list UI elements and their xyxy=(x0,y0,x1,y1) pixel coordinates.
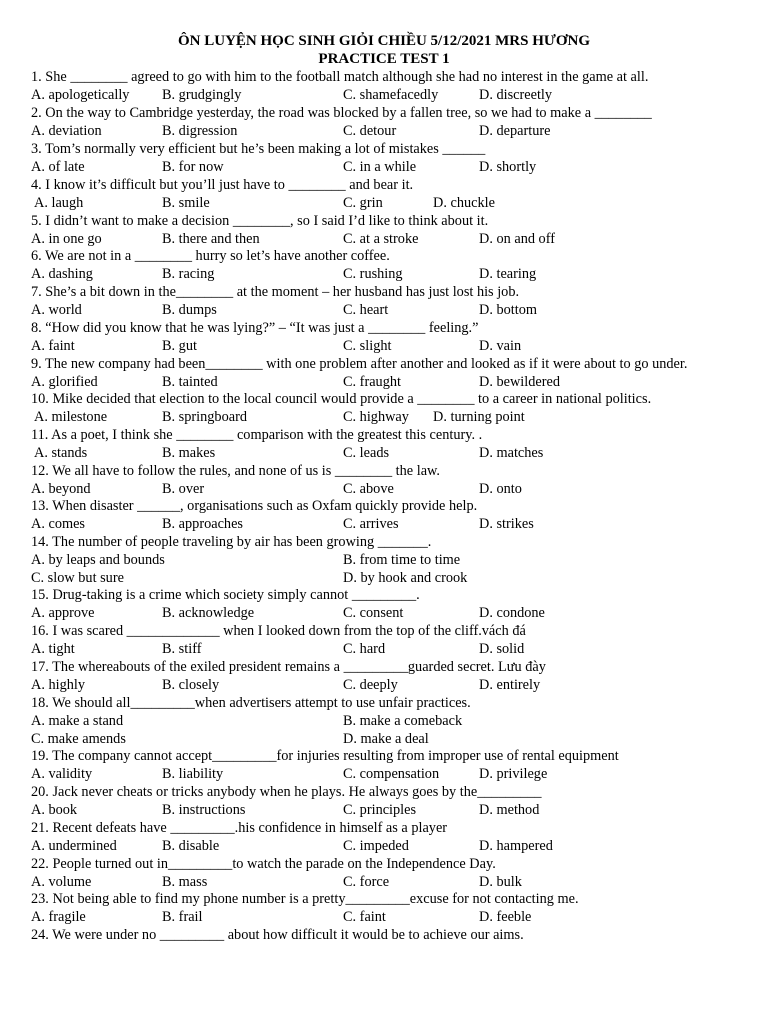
answer-option: C. slow but sure xyxy=(31,570,124,586)
answer-option: A. validity xyxy=(31,766,93,782)
answer-option: B. gut xyxy=(162,338,197,354)
answer-option: B. liability xyxy=(162,766,224,782)
question-stem: 22. People turned out in_________to watch the parade on the Independence Day. xyxy=(31,856,496,872)
answer-option: C. detour xyxy=(343,123,397,139)
question-stem: 14. The number of people traveling by air has been growing _______. xyxy=(31,534,432,550)
answer-option: A. make a stand xyxy=(31,713,124,729)
answer-option: B. instructions xyxy=(162,802,246,818)
answer-option: C. deeply xyxy=(343,677,398,693)
answer-option: D. bulk xyxy=(479,874,522,890)
answer-option: A. by leaps and bounds xyxy=(31,552,165,568)
answer-option: A. of late xyxy=(31,159,85,175)
answer-option: D. bottom xyxy=(479,302,537,318)
question-stem: 18. We should all_________when advertisers attempt to use unfair practices. xyxy=(31,695,471,711)
answer-option: B. mass xyxy=(162,874,208,890)
question-stem: 17. The whereabouts of the exiled president remains a _________guarded secret. Lưu đày xyxy=(31,659,546,675)
question-stem: 1. She ________ agreed to go with him to the football match although she had no interest in the game at all. xyxy=(31,69,649,85)
answer-option: D. tearing xyxy=(479,266,537,282)
answer-option: C. grin xyxy=(343,195,383,211)
answer-option: D. on and off xyxy=(479,231,555,247)
answer-option: B. racing xyxy=(162,266,215,282)
answer-option: A. in one go xyxy=(31,231,102,247)
answer-option: C. highway xyxy=(343,409,409,425)
answer-option: D. bewildered xyxy=(479,374,560,390)
answer-option: D. chuckle xyxy=(433,195,495,211)
answer-option: C. shamefacedly xyxy=(343,87,439,103)
answer-option: D. condone xyxy=(479,605,545,621)
answer-option: B. there and then xyxy=(162,231,260,247)
answer-option: B. make a comeback xyxy=(343,713,463,729)
answer-option: D. make a deal xyxy=(343,731,429,747)
answer-option: D. departure xyxy=(479,123,551,139)
answer-option: D. solid xyxy=(479,641,525,657)
answer-option: B. grudgingly xyxy=(162,87,242,103)
question-stem: 13. When disaster ______, organisations such as Oxfam quickly provide help. xyxy=(31,498,478,514)
answer-option: D. onto xyxy=(479,481,522,497)
answer-option: B. approaches xyxy=(162,516,243,532)
answer-option: A. fragile xyxy=(31,909,86,925)
answer-option: D. by hook and crook xyxy=(343,570,468,586)
question-stem: 12. We all have to follow the rules, and none of us is ________ the law. xyxy=(31,463,441,479)
answer-option: C. slight xyxy=(343,338,392,354)
question-stem: 3. Tom’s normally very efficient but he’s been making a lot of mistakes ______ xyxy=(31,141,486,157)
question-stem: 6. We are not in a ________ hurry so let’s have another coffee. xyxy=(31,248,390,264)
question-stem: 23. Not being able to find my phone number is a pretty_________excuse for not contacting me. xyxy=(31,891,579,907)
answer-option: B. dumps xyxy=(162,302,217,318)
answer-option: C. leads xyxy=(343,445,390,461)
answer-option: C. compensation xyxy=(343,766,440,782)
answer-option: C. heart xyxy=(343,302,389,318)
answer-option: A. book xyxy=(31,802,78,818)
answer-option: D. hampered xyxy=(479,838,553,854)
question-stem: 21. Recent defeats have _________.his confidence in himself as a player xyxy=(31,820,448,836)
answer-option: B. makes xyxy=(162,445,216,461)
answer-option: A. highly xyxy=(31,677,86,693)
answer-option: D. turning point xyxy=(433,409,525,425)
answer-option: C. impeded xyxy=(343,838,409,854)
test-subtitle: PRACTICE TEST 1 xyxy=(318,51,450,67)
worksheet-title: ÔN LUYỆN HỌC SINH GIỎI CHIỀU 5/12/2021 MRS HƯƠNG xyxy=(178,33,590,49)
answer-option: C. hard xyxy=(343,641,386,657)
question-stem: 24. We were under no _________ about how difficult it would be to achieve our aims. xyxy=(31,927,524,943)
answer-option: D. feeble xyxy=(479,909,532,925)
answer-option: A. undermined xyxy=(31,838,117,854)
answer-option: A. glorified xyxy=(31,374,98,390)
answer-option: B. smile xyxy=(162,195,210,211)
question-stem: 15. Drug-taking is a crime which society simply cannot _________. xyxy=(31,587,420,603)
answer-option: B. disable xyxy=(162,838,220,854)
answer-option: C. above xyxy=(343,481,394,497)
answer-option: D. shortly xyxy=(479,159,537,175)
answer-option: C. at a stroke xyxy=(343,231,419,247)
question-stem: 10. Mike decided that election to the local council would provide a ________ to a career in national politics. xyxy=(31,391,652,407)
answer-option: B. stiff xyxy=(162,641,202,657)
answer-option: A. faint xyxy=(31,338,75,354)
question-stem: 19. The company cannot accept_________for injuries resulting from improper use of rental equipment xyxy=(31,748,619,764)
question-stem: 2. On the way to Cambridge yesterday, the road was blocked by a fallen tree, so we had to make a ________ xyxy=(31,105,652,121)
question-stem: 16. I was scared _____________ when I looked down from the top of the cliff.vách đá xyxy=(31,623,526,639)
answer-option: B. closely xyxy=(162,677,220,693)
answer-option: D. matches xyxy=(479,445,544,461)
question-stem: 20. Jack never cheats or tricks anybody when he plays. He always goes by the_________ xyxy=(31,784,542,800)
question-stem: 8. “How did you know that he was lying?” – “It was just a ________ feeling.” xyxy=(31,320,479,336)
answer-option: B. for now xyxy=(162,159,224,175)
answer-option: A. milestone xyxy=(34,409,108,425)
answer-option: A. dashing xyxy=(31,266,93,282)
question-stem: 5. I didn’t want to make a decision ________, so I said I’d like to think about it. xyxy=(31,213,489,229)
answer-option: A. comes xyxy=(31,516,85,532)
answer-option: D. method xyxy=(479,802,540,818)
answer-option: C. consent xyxy=(343,605,404,621)
answer-option: B. frail xyxy=(162,909,203,925)
answer-option: D. strikes xyxy=(479,516,534,532)
answer-option: D. entirely xyxy=(479,677,541,693)
answer-option: C. arrives xyxy=(343,516,399,532)
answer-option: D. vain xyxy=(479,338,522,354)
answer-option: A. stands xyxy=(34,445,88,461)
answer-option: D. privilege xyxy=(479,766,548,782)
question-stem: 11. As a poet, I think she ________ comparison with the greatest this century. . xyxy=(31,427,483,443)
answer-option: C. force xyxy=(343,874,390,890)
question-stem: 7. She’s a bit down in the________ at the moment – her husband has just lost his job. xyxy=(31,284,520,300)
answer-option: B. from time to time xyxy=(343,552,461,568)
answer-option: B. tainted xyxy=(162,374,218,390)
answer-option: B. over xyxy=(162,481,205,497)
answer-option: C. fraught xyxy=(343,374,401,390)
answer-option: A. world xyxy=(31,302,82,318)
answer-option: A. volume xyxy=(31,874,92,890)
answer-option: C. rushing xyxy=(343,266,403,282)
answer-option: A. beyond xyxy=(31,481,91,497)
answer-option: D. discreetly xyxy=(479,87,553,103)
answer-option: B. springboard xyxy=(162,409,247,425)
question-stem: 4. I know it’s difficult but you’ll just have to ________ and bear it. xyxy=(31,177,414,193)
answer-option: A. approve xyxy=(31,605,95,621)
question-stem: 9. The new company had been________ with one problem after another and looked as if it were about to go under. xyxy=(31,356,688,372)
answer-option: C. principles xyxy=(343,802,417,818)
answer-option: A. apologetically xyxy=(31,87,130,103)
answer-option: B. acknowledge xyxy=(162,605,255,621)
answer-option: C. in a while xyxy=(343,159,417,175)
answer-option: B. digression xyxy=(162,123,238,139)
answer-option: A. deviation xyxy=(31,123,102,139)
answer-option: A. tight xyxy=(31,641,75,657)
answer-option: A. laugh xyxy=(34,195,84,211)
answer-option: C. make amends xyxy=(31,731,126,747)
answer-option: C. faint xyxy=(343,909,386,925)
